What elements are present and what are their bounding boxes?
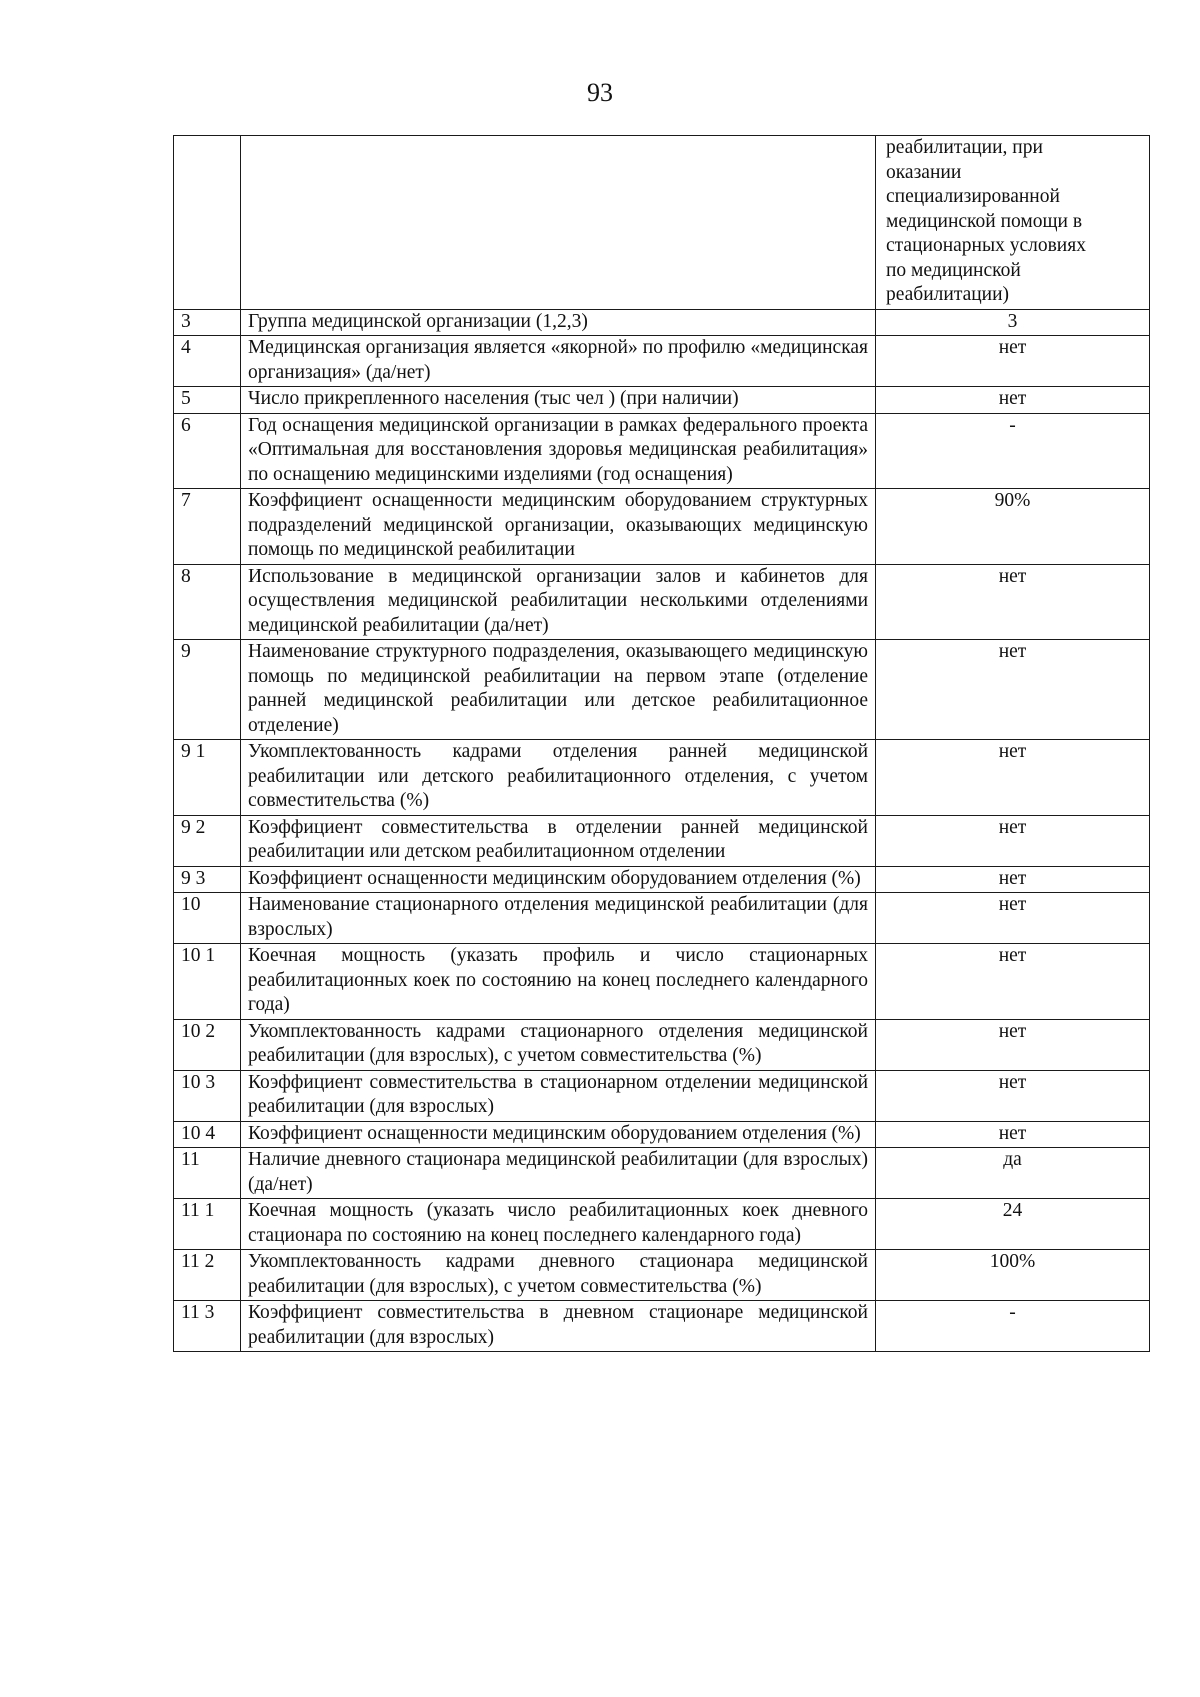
- value-line: реабилитации, при: [886, 137, 1043, 158]
- row-description: Медицинская организация является «якорной» по профилю «медицинская организация» (да/нет): [241, 336, 876, 387]
- row-value: нет: [876, 1121, 1150, 1148]
- value-line: специализированной: [886, 186, 1060, 207]
- value-line: реабилитации): [886, 284, 1010, 305]
- table-row: [174, 1121, 1150, 1148]
- row-description: Коэффициент совместительства в дневном стационаре медицинской реабилитации (для взрослых): [241, 1301, 876, 1352]
- row-number: 10: [174, 893, 241, 944]
- row-value: нет: [876, 893, 1150, 944]
- row-value: -: [876, 1301, 1150, 1352]
- value-line: стационарных условиях: [886, 235, 1086, 256]
- row-number: 10 2: [174, 1019, 241, 1070]
- row-number: 9 2: [174, 815, 241, 866]
- row-value: нет: [876, 944, 1150, 1020]
- table-row: [174, 387, 1150, 414]
- value-line: медицинской помощи в: [886, 210, 1083, 232]
- row-value: нет: [876, 740, 1150, 816]
- table-row: [174, 1148, 1150, 1199]
- row-description: Наименование стационарного отделения медицинской реабилитации (для взрослых): [241, 893, 876, 944]
- row-description: Укомплектованность кадрами дневного стационара медицинской реабилитации (для взрослых), с учетом совместительства (%): [241, 1250, 876, 1301]
- table-row: [174, 1019, 1150, 1070]
- table-row: [174, 336, 1150, 387]
- row-value: нет: [876, 1019, 1150, 1070]
- row-number: [174, 136, 241, 310]
- row-description: Укомплектованность кадрами стационарного отделения медицинской реабилитации (для взрослых), с учетом совместительства (%): [241, 1019, 876, 1070]
- row-description: Коэффициент оснащенности медицинским оборудованием отделения (%): [241, 866, 876, 893]
- row-value: да: [876, 1148, 1150, 1199]
- table-row: [174, 640, 1150, 740]
- table-row: [174, 866, 1150, 893]
- table-row: [174, 815, 1150, 866]
- row-value: нет: [876, 640, 1150, 740]
- row-number: 11 3: [174, 1301, 241, 1352]
- table-row: [174, 1070, 1150, 1121]
- row-description: Коечная мощность (указать профиль и число стационарных реабилитационных коек по состоянию на конец последнего календарного года): [241, 944, 876, 1020]
- row-value: нет: [876, 336, 1150, 387]
- row-description: Коечная мощность (указать число реабилитационных коек дневного стационара по состоянию на конец последнего календарного года): [241, 1199, 876, 1250]
- table-body: [174, 136, 1150, 1352]
- table-row: [174, 1199, 1150, 1250]
- row-number: 9 1: [174, 740, 241, 816]
- value-line: оказании: [886, 161, 962, 183]
- table-row: [174, 413, 1150, 489]
- row-description: Коэффициент совместительства в стационарном отделении медицинской реабилитации (для взрослых): [241, 1070, 876, 1121]
- table-row: [174, 564, 1150, 640]
- indicators-table: [173, 135, 1150, 1352]
- table-row: [174, 944, 1150, 1020]
- row-value: 100%: [876, 1250, 1150, 1301]
- row-description: Укомплектованность кадрами отделения ранней медицинской реабилитации или детского реабилитационного отделения, с учетом совместительства (%): [241, 740, 876, 816]
- table-row: [174, 893, 1150, 944]
- row-value: нет: [876, 1070, 1150, 1121]
- table-row: [174, 309, 1150, 336]
- row-value: 24: [876, 1199, 1150, 1250]
- row-description: Коэффициент совместительства в отделении ранней медицинской реабилитации или детском реабилитационном отделении: [241, 815, 876, 866]
- row-value: 90%: [876, 489, 1150, 565]
- row-value: 3: [876, 309, 1150, 336]
- table-row-continuation: [174, 136, 1150, 310]
- row-description: Год оснащения медицинской организации в рамках федерального проекта «Оптимальная для восстановления здоровья медицинская реабилитация» по оснащению медицинскими изделиями (год оснащения): [241, 413, 876, 489]
- row-number: 8: [174, 564, 241, 640]
- row-description: Наличие дневного стационара медицинской реабилитации (для взрослых) (да/нет): [241, 1148, 876, 1199]
- row-description: Коэффициент оснащенности медицинским оборудованием структурных подразделений медицинской организации, оказывающих медицинскую помощь по медицинской реабилитации: [241, 489, 876, 565]
- row-description: [241, 136, 876, 310]
- row-value: нет: [876, 564, 1150, 640]
- row-number: 6: [174, 413, 241, 489]
- table-row: [174, 1250, 1150, 1301]
- table-row: [174, 740, 1150, 816]
- row-value: нет: [876, 815, 1150, 866]
- row-value: -: [876, 413, 1150, 489]
- row-value: нет: [876, 387, 1150, 414]
- page-number: 93: [587, 78, 613, 107]
- row-description: Группа медицинской организации (1,2,3): [241, 309, 876, 336]
- row-number: 10 1: [174, 944, 241, 1020]
- row-description: Число прикрепленного населения (тыс чел ) (при наличии): [241, 387, 876, 414]
- row-number: 11 1: [174, 1199, 241, 1250]
- value-line: по медицинской: [886, 259, 1021, 281]
- row-number: 3: [174, 309, 241, 336]
- row-value: [876, 136, 1150, 310]
- row-description: Коэффициент оснащенности медицинским оборудованием отделения (%): [241, 1121, 876, 1148]
- row-description: Наименование структурного подразделения, оказывающего медицинскую помощь по медицинской реабилитации на первом этапе (отделение ранней медицинской реабилитации или детское реабилитационное отделение): [241, 640, 876, 740]
- row-number: 11: [174, 1148, 241, 1199]
- row-number: 7: [174, 489, 241, 565]
- table-row: [174, 489, 1150, 565]
- row-number: 11 2: [174, 1250, 241, 1301]
- row-number: 9 3: [174, 866, 241, 893]
- row-number: 10 3: [174, 1070, 241, 1121]
- row-number: 5: [174, 387, 241, 414]
- row-value: нет: [876, 866, 1150, 893]
- row-number: 4: [174, 336, 241, 387]
- row-number: 10 4: [174, 1121, 241, 1148]
- table-row: [174, 1301, 1150, 1352]
- row-number: 9: [174, 640, 241, 740]
- row-description: Использование в медицинской организации залов и кабинетов для осуществления медицинской реабилитации несколькими отделениями медицинской реабилитации (да/нет): [241, 564, 876, 640]
